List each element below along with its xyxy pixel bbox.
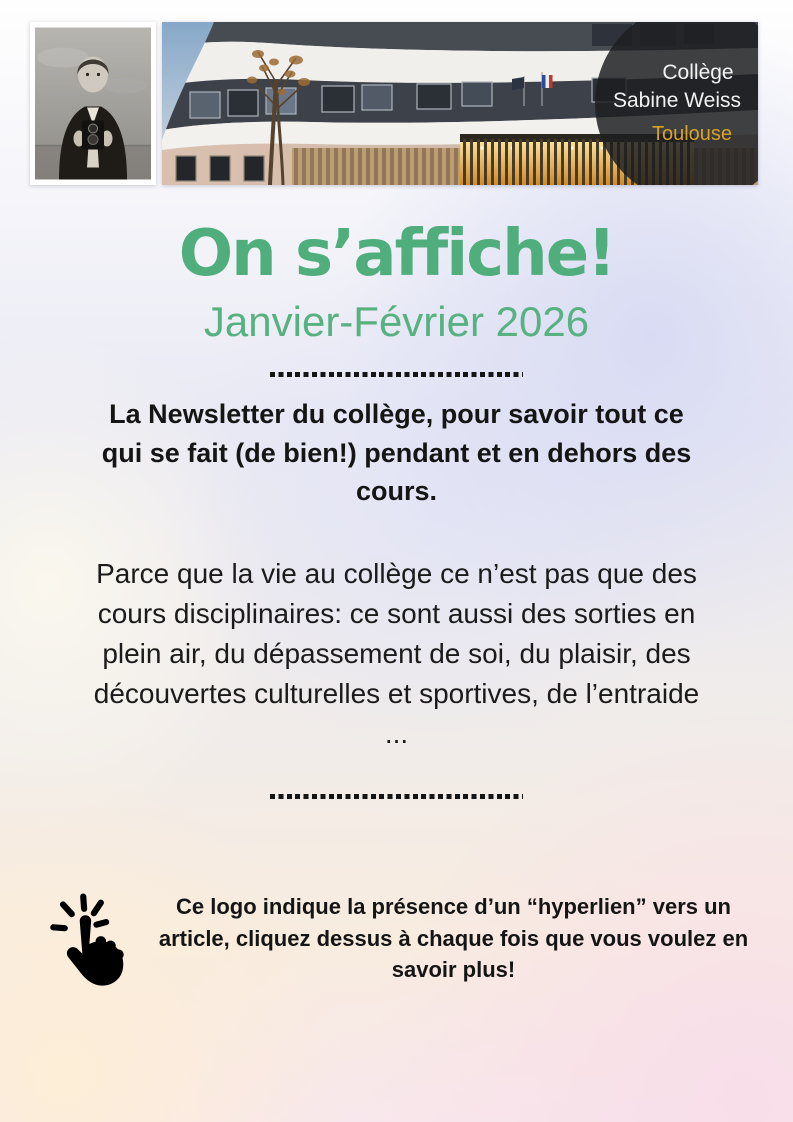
college-building-photo bbox=[162, 22, 758, 185]
page-title: On s’affiche! bbox=[178, 217, 615, 291]
badge-city: Toulouse bbox=[651, 123, 733, 145]
school-badge bbox=[595, 22, 758, 185]
dotted-divider bbox=[270, 794, 523, 799]
body-paragraph: Parce que la vie au collège ce n’est pas que des cours disciplinaires: ce sont aussi des sorties en plein air, du dépassement de soi, du plaisir, des découvertes culturelles et sportives, de l’entraide ... bbox=[93, 558, 700, 750]
intro-paragraph: La Newsletter du collège, pour savoir tout ce qui se fait (de bien!) pendant et en dehors des cours. bbox=[101, 399, 692, 506]
portrait-illustration bbox=[35, 27, 151, 180]
badge-school-type: Collège bbox=[662, 61, 734, 84]
masthead bbox=[0, 217, 793, 346]
dotted-divider bbox=[270, 372, 523, 377]
click-hand-icon bbox=[41, 885, 133, 987]
issue-date: Janvier-Février 2026 bbox=[203, 298, 590, 346]
badge-school-name: Sabine Weiss bbox=[612, 89, 742, 112]
hyperlink-note bbox=[41, 885, 753, 987]
sabine-weiss-portrait-photo bbox=[30, 22, 156, 185]
header-photos bbox=[30, 22, 758, 185]
building-illustration bbox=[162, 22, 758, 185]
hyperlink-note-text: Ce logo indique la présence d’un “hyperlien” vers un article, cliquez dessus à chaque fois que vous voulez en savoir plus! bbox=[158, 894, 749, 982]
